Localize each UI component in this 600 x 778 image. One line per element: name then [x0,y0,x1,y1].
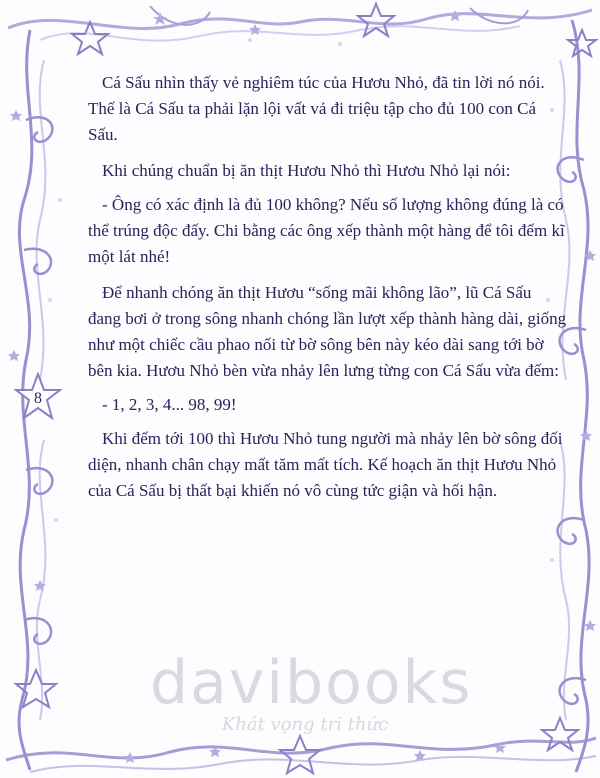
page-number: 8 [34,390,42,407]
watermark-tagline: Khát vọng tri thức [221,714,389,735]
story-text [88,70,568,514]
page-number-badge [14,372,62,422]
watermark-logo: davibooks [150,648,473,718]
paragraph: - Ông có xác định là đủ 100 không? Nếu số lượng không đúng là có thể trúng độc đấy. Chi bằng các ông xếp thành một hàng để tôi đếm kĩ một lát nhé! [88,195,565,266]
paragraph: Khi đếm tới 100 thì Hươu Nhỏ tung người mà nhảy lên bờ sông đối diện, nhanh chân chạy mất tăm mất tích. Kế hoạch ăn thịt Hươu Nhỏ của Cá Sấu bị thất bại khiến nó vô cùng tức giận và hối hận. [88,429,563,500]
paragraph: Cá Sấu nhìn thấy vẻ nghiêm túc của Hươu Nhỏ, đã tin lời nó nói. Thế là Cá Sấu ta phải lặn lội vất vả đi triệu tập cho đủ 100 con Cá Sấu. [88,73,545,144]
paragraph: Để nhanh chóng ăn thịt Hươu “sống mãi không lão”, lũ Cá Sấu đang bơi ở trong sông nhanh chóng lần lượt xếp thành hàng dài, giống như một chiếc cầu phao nối từ bờ sông bên này kéo dài sang tới bờ bên kia. Hươu Nhỏ bèn vừa nhảy lên lưng từng con Cá Sấu vừa đếm: [88,283,567,380]
paragraph: Khi chúng chuẩn bị ăn thịt Hươu Nhỏ thì Hươu Nhỏ lại nói: [102,161,511,180]
paragraph: - 1, 2, 3, 4... 98, 99! [102,395,237,414]
